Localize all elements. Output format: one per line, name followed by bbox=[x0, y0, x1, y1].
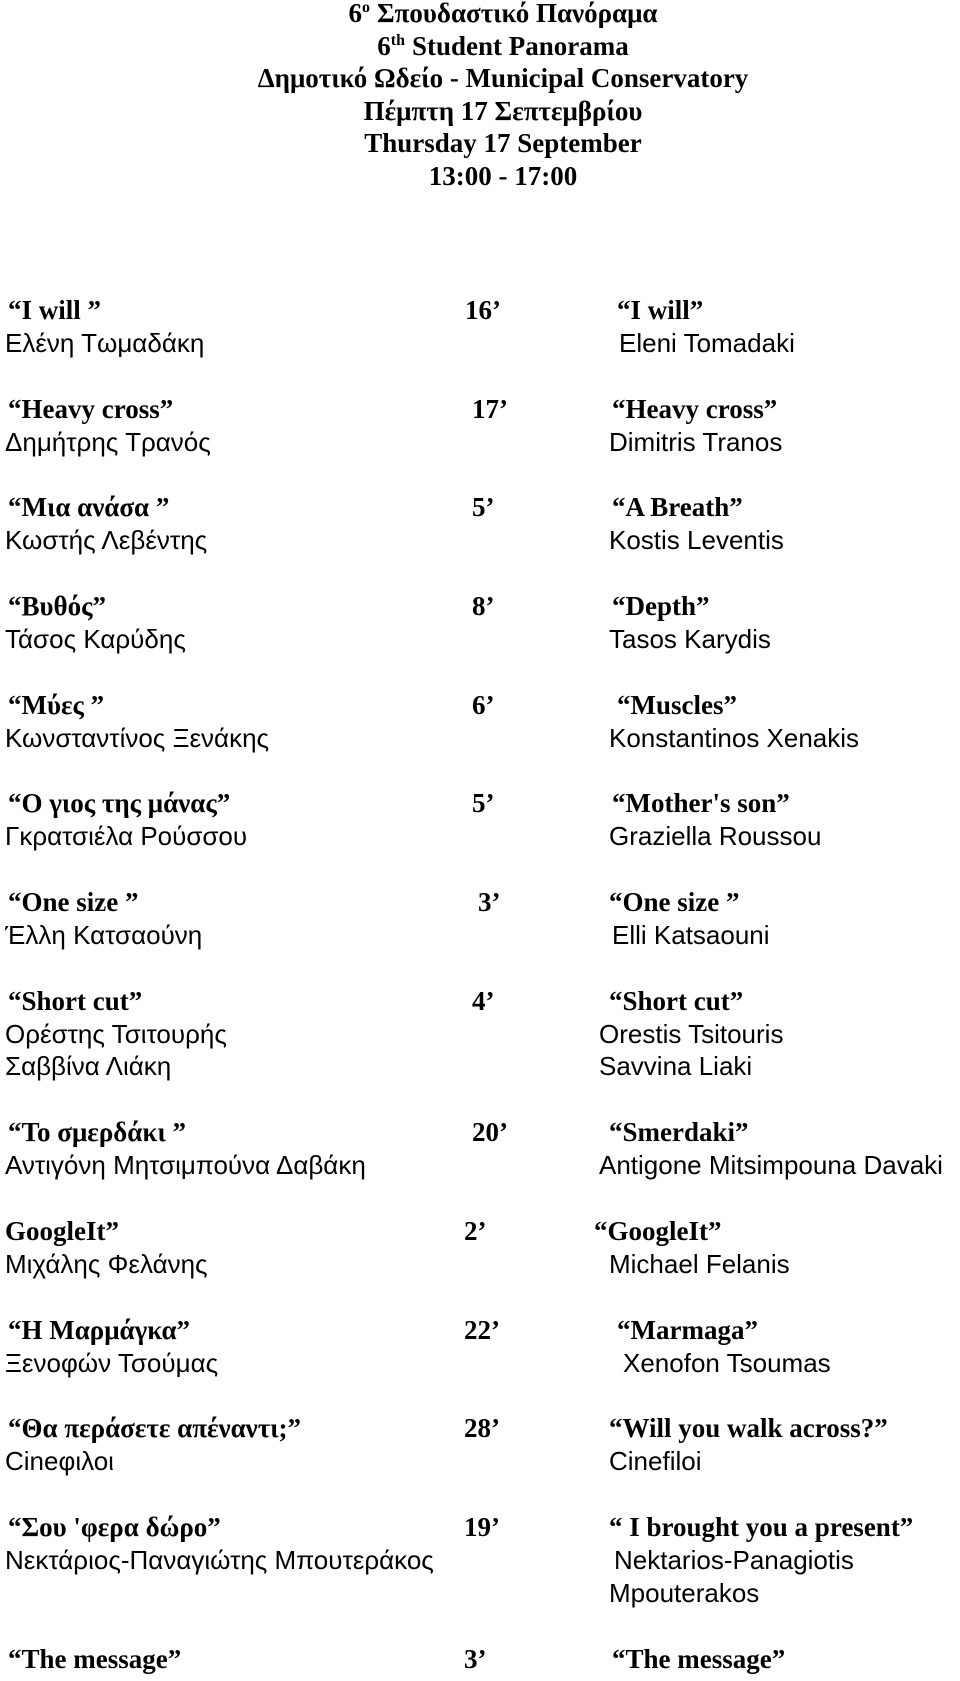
title-greek: “Βυθός” bbox=[8, 591, 107, 622]
program-entry bbox=[0, 491, 960, 557]
title-greek: “Μύες ” bbox=[8, 689, 105, 720]
performer-greek: Κωστής Λεβέντης bbox=[5, 525, 208, 556]
performer-english: Michael Felanis bbox=[609, 1248, 790, 1279]
performer-greek: Γκρατσιέλα Ρούσσου bbox=[5, 821, 248, 852]
performer-row bbox=[0, 1149, 960, 1182]
title-english: “Short cut” bbox=[609, 985, 744, 1016]
performer-greek: Δημήτρης Τρανός bbox=[5, 426, 211, 457]
program-entry bbox=[0, 393, 960, 459]
performer-greek: Κωνσταντίνος Ξενάκης bbox=[5, 722, 270, 753]
performer-greek: Νεκτάριος-Παναγιώτης Μπουτεράκος bbox=[5, 1544, 434, 1575]
title-greek: “Θα περάσετε απέναντι;” bbox=[8, 1413, 302, 1444]
title-row bbox=[0, 1643, 960, 1676]
duration: 5’ bbox=[472, 788, 495, 819]
performer-greek: Cineφιλοι bbox=[5, 1446, 114, 1477]
title-greek: “Σου 'φερα δώρο” bbox=[8, 1511, 221, 1542]
title-row bbox=[0, 1215, 960, 1248]
edition-number: 6 bbox=[348, 0, 362, 28]
performer-greek: Τάσος Καρύδης bbox=[5, 623, 186, 654]
duration: 4’ bbox=[472, 985, 495, 1016]
performer-greek: Σαββίνα Λιάκη bbox=[5, 1051, 172, 1082]
title-row bbox=[0, 590, 960, 623]
performer-english: Elli Katsaouni bbox=[612, 919, 770, 950]
program-entry bbox=[0, 1215, 960, 1281]
program-entry bbox=[0, 1116, 960, 1182]
performer-row bbox=[0, 1248, 960, 1281]
performer-english: Orestis Tsitouris bbox=[599, 1018, 784, 1049]
performer-row bbox=[0, 722, 960, 755]
title-row bbox=[0, 294, 960, 327]
title-greek: “Heavy cross” bbox=[8, 393, 174, 424]
title-english: “Marmaga” bbox=[617, 1314, 758, 1345]
edition-number: 6 bbox=[377, 30, 391, 61]
program-list bbox=[0, 294, 960, 1675]
performer-row bbox=[0, 1445, 960, 1478]
program-entry bbox=[0, 590, 960, 656]
program-entry bbox=[0, 886, 960, 952]
program-entry bbox=[0, 1511, 960, 1610]
title-english: “GoogleIt” bbox=[594, 1215, 722, 1246]
performer-english: Graziella Roussou bbox=[609, 821, 822, 852]
duration: 6’ bbox=[472, 689, 495, 720]
title-row bbox=[0, 1511, 960, 1544]
performer-row bbox=[0, 524, 960, 557]
title-english: “Mother's son” bbox=[612, 788, 790, 819]
performer-greek: Αντιγόνη Μητσιμπούνα Δαβάκη bbox=[5, 1150, 366, 1181]
program-entry bbox=[0, 1314, 960, 1380]
performer-row bbox=[0, 327, 960, 360]
performer-english: Eleni Tomadaki bbox=[619, 327, 795, 358]
duration: 22’ bbox=[464, 1314, 500, 1345]
title-greek: “Ο γιος της μάνας” bbox=[8, 788, 231, 819]
performer-row bbox=[0, 1050, 960, 1083]
title-row bbox=[0, 1314, 960, 1347]
performer-english: Savvina Liaki bbox=[599, 1051, 753, 1082]
title-english: “Will you walk across?” bbox=[609, 1413, 888, 1444]
performer-row bbox=[0, 426, 960, 459]
title-greek: “I will ” bbox=[8, 295, 102, 325]
performer-row bbox=[0, 820, 960, 853]
performer-greek: Μιχάλης Φελάνης bbox=[5, 1248, 208, 1279]
performer-english: Dimitris Tranos bbox=[609, 426, 783, 457]
date-english: Thursday 17 September bbox=[364, 128, 642, 159]
performer-row bbox=[0, 1347, 960, 1380]
performer-english: Mpouterakos bbox=[609, 1577, 760, 1608]
title-row bbox=[0, 393, 960, 426]
festival-name: Σπουδαστικό Πανόραμα bbox=[376, 0, 658, 28]
duration: 8’ bbox=[472, 591, 495, 622]
title-english: “A Breath” bbox=[612, 492, 743, 523]
performer-row bbox=[0, 1544, 960, 1577]
performer-english: Kostis Leventis bbox=[609, 525, 784, 556]
title-english: “Muscles” bbox=[617, 689, 737, 720]
duration: 28’ bbox=[464, 1413, 500, 1444]
time-range: 13:00 - 17:00 bbox=[428, 160, 578, 191]
performer-row bbox=[0, 1018, 960, 1051]
title-english: “Smerdaki” bbox=[609, 1117, 749, 1148]
performer-greek: Έλλη Κατσαούνη bbox=[5, 919, 203, 950]
title-row bbox=[0, 787, 960, 820]
title-greek: “Το σμερδάκι ” bbox=[8, 1117, 186, 1148]
title-row bbox=[0, 689, 960, 722]
performer-greek: Ξενοφών Τσούμας bbox=[5, 1347, 219, 1378]
program-entry bbox=[0, 1643, 960, 1676]
duration: 3’ bbox=[478, 887, 501, 918]
document-header bbox=[0, 0, 960, 193]
duration: 5’ bbox=[472, 492, 495, 523]
duration: 3’ bbox=[464, 1643, 487, 1674]
title-english: “One size ” bbox=[609, 887, 740, 918]
title-greek: “Μια ανάσα ” bbox=[8, 492, 170, 523]
title-row bbox=[0, 491, 960, 524]
title-greek: “The message” bbox=[8, 1643, 182, 1674]
title-english: “ I brought you a present” bbox=[609, 1511, 914, 1542]
duration: 2’ bbox=[464, 1215, 487, 1246]
performer-greek: Ελένη Τωμαδάκη bbox=[5, 327, 205, 358]
title-english: “Heavy cross” bbox=[612, 393, 778, 424]
festival-title-greek bbox=[46, 0, 960, 30]
title-english: “I will” bbox=[617, 295, 704, 325]
program-entry bbox=[0, 985, 960, 1084]
performer-english: Tasos Karydis bbox=[609, 623, 771, 654]
festival-name: Student Panorama bbox=[411, 30, 629, 61]
performer-greek: Ορέστης Τσιτουρής bbox=[5, 1018, 227, 1049]
program-entry bbox=[0, 787, 960, 853]
program-entry bbox=[0, 1412, 960, 1478]
performer-row bbox=[0, 1577, 960, 1610]
festival-title-english bbox=[46, 30, 960, 63]
duration: 19’ bbox=[464, 1511, 500, 1542]
performer-row bbox=[0, 919, 960, 952]
performer-english: Xenofon Tsoumas bbox=[623, 1347, 831, 1378]
edition-suffix: th bbox=[390, 31, 405, 49]
duration: 20’ bbox=[472, 1117, 508, 1148]
duration: 16’ bbox=[465, 295, 501, 325]
program-entry bbox=[0, 294, 960, 360]
title-greek: “Short cut” bbox=[8, 985, 143, 1016]
title-row bbox=[0, 1412, 960, 1445]
performer-english: Nektarios-Panagiotis bbox=[614, 1544, 854, 1575]
performer-english: Antigone Mitsimpouna Davaki bbox=[599, 1150, 943, 1181]
performer-english: Cinefiloi bbox=[609, 1446, 702, 1477]
title-row bbox=[0, 1116, 960, 1149]
title-greek: “Η Μαρμάγκα” bbox=[8, 1314, 191, 1345]
title-row bbox=[0, 886, 960, 919]
title-english: “The message” bbox=[612, 1643, 786, 1674]
title-english: “Depth” bbox=[612, 591, 710, 622]
program-entry bbox=[0, 689, 960, 755]
performer-row bbox=[0, 623, 960, 656]
title-greek: “One size ” bbox=[8, 887, 139, 918]
date-greek: Πέμπτη 17 Σεπτεμβρίου bbox=[363, 95, 643, 126]
venue: Δημοτικό Ωδείο - Municipal Conservatory bbox=[257, 63, 749, 94]
title-row bbox=[0, 985, 960, 1018]
performer-english: Konstantinos Xenakis bbox=[609, 722, 860, 753]
title-greek: GoogleIt” bbox=[5, 1215, 119, 1246]
duration: 17’ bbox=[472, 393, 508, 424]
edition-suffix: ο bbox=[361, 0, 370, 16]
